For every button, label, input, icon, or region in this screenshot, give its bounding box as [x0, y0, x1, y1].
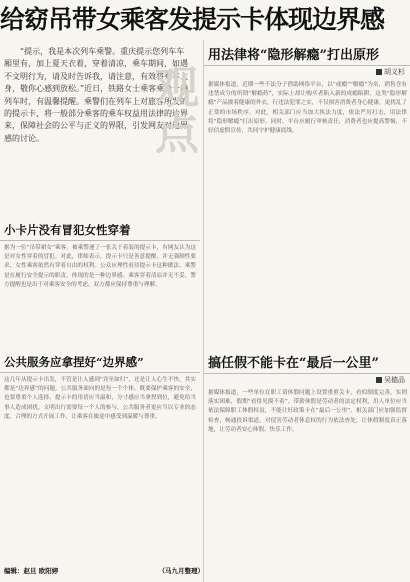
left-column — [0, 40, 204, 582]
editor-name: 编辑：赵旦 欧阳婷 — [4, 567, 59, 575]
editor-note: （马九月整理） — [158, 567, 204, 575]
right-article-1-title: 用法律将“隐形解瘾”打出原形 — [204, 40, 410, 66]
right-article-1-text: 据媒体报道，近期一些不法分子借助网络平台，以“戒瘾”“解瘾”为名，销售含有违禁成分的所谓“解瘾药”，实际上却让购买者陷入新的成瘾陷阱。这类“隐形解瘾”产品披着健康的外衣，行违法犯罪之实，不仅损害消费者身心健康，更扰乱了正常的市场秩序。对此，相关部门应当加大执法力度，依法严厉打击，用法律将“隐形解瘾”打出原形。同时，平台应履行审核责任，消费者也应提高警惕，不轻信虚假宣传，共同守护健康底线。 — [208, 82, 407, 135]
right-article-2 — [204, 348, 410, 438]
author-square-icon — [376, 69, 382, 75]
right-article-2-author: 吴德品 — [204, 374, 410, 386]
section-1 — [0, 220, 200, 293]
section-1-title: 小卡片没有冒犯女性穿着 — [0, 220, 200, 241]
right-article-1 — [204, 40, 410, 139]
section-1-text: 据为一位“吊带裙女”乘客，被乘警递了一张关于着装的提示卡，有网友认为这是对女性穿着的冒犯。对此，律师表示，提示卡只是善意提醒，并无强制性要求，女性乘客依然有穿着自由的权利。公众应理性看待提示卡这种做法，乘警是在履行安全提示的职责，体现的是一种边界感。乘客穿着清凉并无不妥，警方提醒也是出于对乘客安全的考虑。双方都应保持尊重与理解。 — [4, 245, 196, 288]
page-headline: 给窈吊带女乘客发提示卡体现边界感 — [0, 5, 385, 34]
right-column — [203, 40, 410, 582]
right-article-2-text: 据媒体报道，一些单位在职工请休假问题上设置重重关卡，看似制度完善，实则落实困难，假期“看得见摸不着”。带薪休假是劳动者的法定权利，用人单位应当依法保障职工休假权益，不能让好政策卡在“最后一公里”。相关部门应加强监督检查，畅通投诉渠道，对侵害劳动者休息权的行为依法查处，让休假制度真正落地，让劳动者安心休假、快乐工作。 — [208, 390, 407, 433]
section-2 — [0, 352, 200, 425]
section-2-title: 公共服务应拿捏好“边界感” — [0, 352, 200, 373]
section-2-text: 这几年从提示卡出发，不管是让人感到“宾至如归”，还是让人心生不快，其实都是“边界感”的问题。公共服务面向的是每一个个体，既要保护乘客的安全，也要尊重个人选择。提示卡的用语应当温和，分寸感应当拿捏到位，避免给当事人造成困扰。文明出行需要每一个人的参与，公共服务者更应当以专业的态度、合理的方式开展工作，让乘客在旅途中感受到温暖与尊重。 — [4, 377, 196, 420]
right-article-1-author: 胡义杉 — [204, 66, 410, 78]
editor-footer — [0, 564, 208, 577]
quote-text: “提示，我是本次列车乘警。重庆提示您列车车厢里有，加上夏天衣着，穿着清凉，乘车期间，如遇不文明行为，请及时告诉我，请注意，有效将乘车人身，敬你心感到放松。”近日，铁路女士乘客乘坐一趟列车时，有温馨提醒。乘警们在列车上对旅客所发的的提示卡，将一般部分乘客的乘车权益用法律的边界来，保障社会的公平与正义的界限，引发网友对边界感的讨论。 — [4, 47, 189, 143]
opinion-watermark: 观点 — [147, 64, 198, 156]
right-article-2-title: 搞任假不能卡在“最后一公里” — [204, 348, 410, 374]
opinion-quote — [4, 46, 198, 196]
author-square-icon — [376, 377, 382, 383]
right-article-2-body — [204, 386, 410, 438]
right-article-1-body — [204, 78, 410, 139]
